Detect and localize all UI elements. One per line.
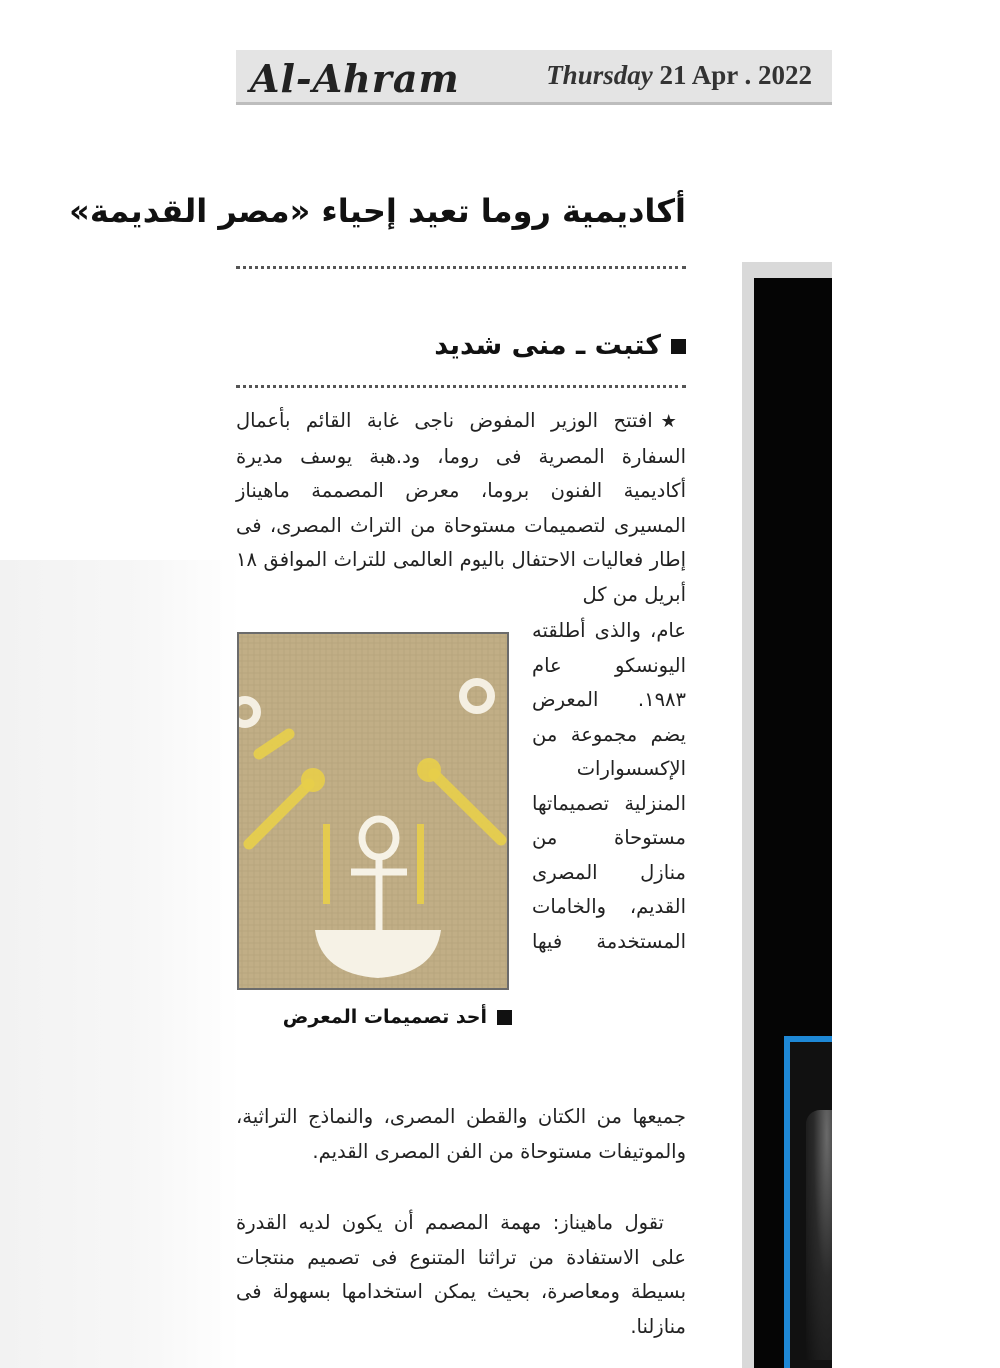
article-paragraph-continued: جميعها من الكتان والقطن المصرى، والنماذج التراثية، والموتيفات مستوحاة من الفن المصرى القديم.	[236, 1105, 686, 1163]
masthead	[236, 50, 832, 105]
issue-date	[546, 60, 812, 91]
square-bullet-icon	[671, 339, 686, 354]
article-headline: أكاديمية روما تعيد إحياء «مصر القديمة»	[69, 192, 686, 230]
caption-text: أحد تصميمات المعرض	[282, 1006, 487, 1028]
star-bullet-icon: ★	[660, 411, 686, 432]
square-bullet-icon	[497, 1010, 512, 1025]
issue-date-value: 21 Apr . 2022	[659, 60, 812, 90]
figure-caption	[236, 1006, 512, 1028]
paragraph-text: افتتح الوزير المفوض ناجى غابة القائم بأعمال السفارة المصرية فى روما، ود.هبة يوسف مديرة أكاديمية الفنون بروما، معرض المصممة ماهيناز المسيرى لتصميمات مستوحاة من التراث المصرى، فى إطار فعاليات الاحتفال باليوم العالمى للتراث الموافق ١٨ أبريل من كل	[236, 409, 686, 606]
adjacent-photo-person	[806, 1110, 832, 1360]
dotted-divider	[236, 266, 686, 269]
newspaper-logo: Al-Ahram	[250, 56, 460, 101]
dotted-divider	[236, 385, 686, 388]
exhibit-photo	[237, 632, 509, 990]
article-paragraph	[236, 404, 686, 612]
byline-text: كتبت ـ منى شديد	[434, 330, 661, 361]
article-paragraph-wrap: عام، والذى أطلقته اليونسكو عام ١٩٨٣. المعرض يضم مجموعة من الإكسسوارات المنزلية تصميماتها مستوحاة من منازل المصرى القديم، والخامات المستخدمة فيها	[532, 619, 686, 953]
article-paragraph: تقول ماهيناز: مهمة المصمم أن يكون لديه القدرة على الاستفادة من تراثنا المتنوع فى تصميم منتجات بسيطة ومعاصرة، بحيث يمكن استخدامها بسهولة فى منازلنا.	[236, 1211, 686, 1338]
ankh-icon	[239, 634, 509, 990]
article-byline	[236, 330, 686, 361]
issue-day: Thursday	[546, 60, 653, 90]
scan-background	[0, 560, 240, 1368]
